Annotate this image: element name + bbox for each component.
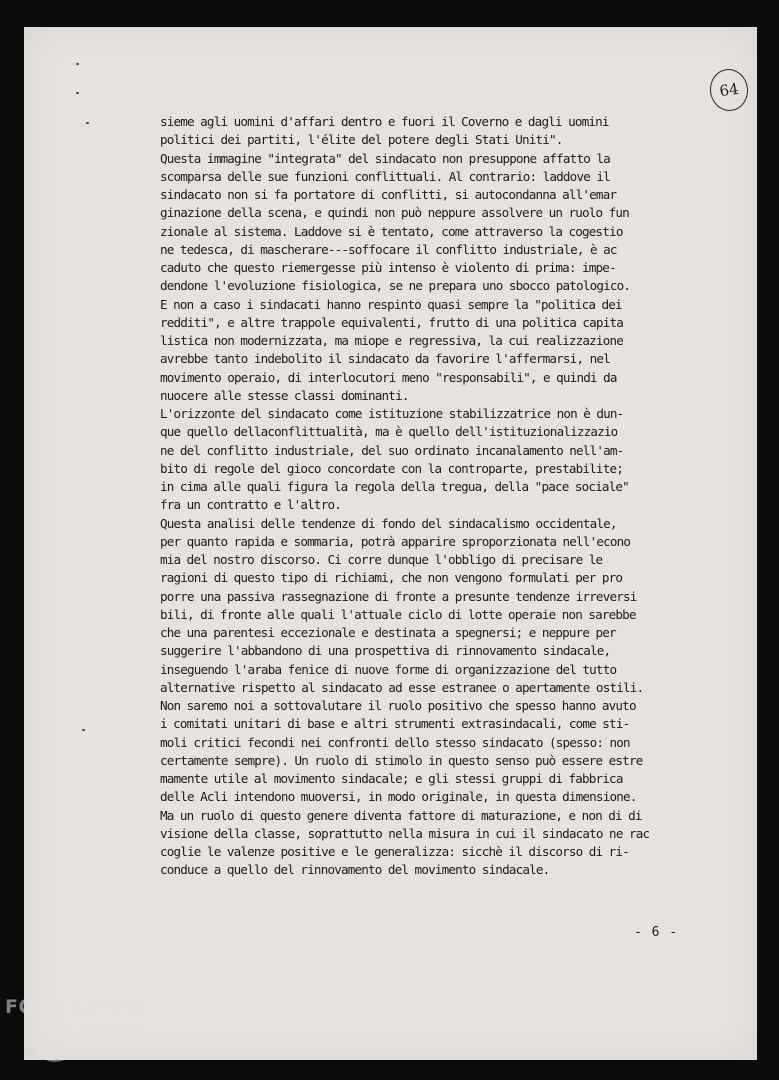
text-line: Questa immagine "integrata" del sindacato non presuppone affatto la (160, 150, 610, 166)
text-line: caduto che questo riemergesse più intenso è violento di prima: impe- (160, 260, 616, 275)
text-line: che una parentesi eccezionale e destinata a spegnersi; e neppure per (160, 625, 616, 640)
text-line: certamente sempre). Un ruolo di stimolo in questo senso può essere estre (160, 752, 643, 768)
text-line: fra un contratto e l'altro. (160, 497, 341, 513)
handwritten-page-annotation (707, 67, 750, 114)
paper-speck (76, 63, 79, 65)
page-number: - 6 - (634, 925, 679, 940)
text-line: inseguendo l'araba fenice di nuove forme di organizzazione del tutto (160, 661, 617, 677)
annotation-text: 64 (718, 79, 740, 101)
text-line: politici dei partiti, l'élite del potere degli Stati Uniti". (160, 132, 563, 148)
text-line: L'orizzonte del sindacato come istituzione stabilizzatrice non è dun- (160, 406, 624, 421)
text-line: visione della classe, soprattutto nella misura in cui il sindacato ne rac (160, 825, 650, 841)
text-line: nuocere alle stesse classi dominanti. (160, 387, 409, 403)
text-line: ginazione della scena, e quindi non può neppure assolvere un ruolo fun (160, 205, 629, 221)
text-line: delle Acli intendono muoversi, in modo originale, in questa dimensione. (160, 789, 637, 805)
text-line: que quello dellaconflittualità, ma è quello dell'istituzionalizzazio (160, 424, 618, 440)
text-line: Non saremo noi a sottovalutare il ruolo positivo che spesso hanno avuto (160, 698, 636, 713)
text-line: avrebbe tanto indebolito il sindacato da favorire l'affermarsi, nel (160, 351, 610, 367)
text-line: scomparsa delle sue funzioni conflittuali. Al contrario: laddove il (160, 168, 610, 184)
text-line: bili, di fronte alle quali l'attuale ciclo di lotte operaie non sarebbe (160, 606, 636, 622)
text-line: movimento operaio, di interlocutori meno "responsabili", e quindi da (160, 369, 617, 385)
text-line: coglie le valenze positive e le generalizza: sicchè il discorso di ri- (160, 844, 629, 859)
text-line: alternative rispetto al sindacato ad esse estranee o apertamente ostili. (160, 679, 644, 695)
text-line: per quanto rapida e sommaria, potrà apparire sproporzionata nell'econo (160, 533, 631, 549)
typewritten-body-text (160, 113, 700, 880)
text-line: redditi", e altre trappole equivalenti, frutto di una politica capita (160, 314, 623, 330)
text-line: moli critici fecondi nei confronti dello stesso sindacato (spesso: non (160, 734, 630, 750)
text-line: sindacato non si fa portatore di conflitti, si autocondanna all'emar (160, 187, 617, 202)
watermark-line-1: FONDAZIONE (5, 996, 152, 1018)
text-line: E non a caso i sindacati hanno respinto quasi sempre la "politica dei (160, 296, 622, 312)
text-line: in cima alle quali figura la regola della tregua, della "pace sociale" (160, 479, 629, 494)
text-line: dendone l'evoluzione fisiologica, se ne prepara uno sbocco patologico. (160, 278, 631, 294)
text-line: mamente utile al movimento sindacale; e gli stessi gruppi di fabbrica (160, 771, 623, 786)
text-line: conduce a quello del rinnovamento del movimento sindacale. (160, 862, 550, 878)
text-line: bito di regole del gioco concordate con la controparte, prestabilite; (160, 460, 623, 476)
paper-speck (76, 92, 79, 94)
text-line: porre una passiva rassegnazione di fronte a presunte tendenze irreversi (160, 588, 637, 604)
fondazione-gramsci-watermark (3, 996, 203, 1076)
text-line: listica non modernizzata, ma miope e regressiva, la cui realizzazione (160, 333, 623, 348)
watermark-line-2: GRAMSCI (45, 1019, 148, 1041)
text-line: i comitati unitari di base e altri strumenti extrasindacali, come sti- (160, 716, 630, 732)
text-line: suggerire l'abbandono di una prospettiva di rinnovamento sindacale, (160, 643, 611, 659)
text-line: ne tedesca, di mascherare---soffocare il conflitto industriale, è ac (160, 241, 617, 257)
text-line: mia del nostro discorso. Ci corre dunque l'obbligo di precisare le (160, 552, 603, 567)
text-line: zionale al sistema. Laddove si è tentato, come attraverso la cogestio (160, 223, 623, 239)
watermark-suffix: onlus (159, 1051, 184, 1061)
text-line: ragioni di questo tipo di richiami, che non vengono formulati per pro (160, 570, 623, 586)
text-line: Ma un ruolo di questo genere diventa fattore di maturazione, e non di di (160, 807, 642, 823)
paper-speck (82, 729, 85, 731)
text-line: Questa analisi delle tendenze di fondo del sindacalismo occidentale, (160, 515, 617, 531)
paper-speck (86, 122, 89, 124)
text-line: ne del conflitto industriale, del suo ordinato incanalamento nell'am- (160, 442, 624, 458)
text-line: sieme agli uomini d'affari dentro e fuori il Coverno e dagli uomini (160, 114, 609, 129)
